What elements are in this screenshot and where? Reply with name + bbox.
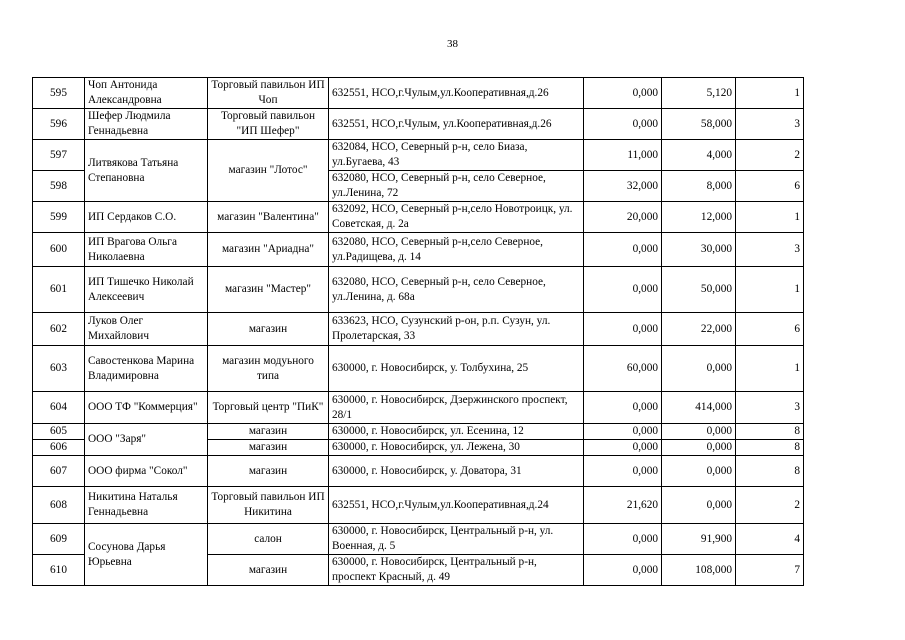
row-number: 604 bbox=[33, 392, 85, 424]
value-1: 0,000 bbox=[584, 313, 662, 346]
shop-type: магазин bbox=[208, 456, 329, 487]
shop-address: 632084, НСО, Северный р-н, село Биаза, ул.Бугаева, 43 bbox=[329, 140, 584, 171]
row-number: 596 bbox=[33, 109, 85, 140]
value-3: 1 bbox=[736, 78, 804, 109]
row-number: 605 bbox=[33, 424, 85, 440]
shop-address: 632080, НСО, Северный р-н,село Северное, ул.Радищева, д. 14 bbox=[329, 233, 584, 267]
row-number: 608 bbox=[33, 487, 85, 524]
value-2: 0,000 bbox=[662, 440, 736, 456]
value-3: 1 bbox=[736, 267, 804, 313]
row-number: 597 bbox=[33, 140, 85, 171]
table-row bbox=[33, 524, 804, 555]
value-2: 30,000 bbox=[662, 233, 736, 267]
value-2: 108,000 bbox=[662, 555, 736, 586]
value-1: 0,000 bbox=[584, 440, 662, 456]
owner-name: Никитина Наталья Геннадьевна bbox=[85, 487, 208, 524]
table-row bbox=[33, 202, 804, 233]
table-row bbox=[33, 456, 804, 487]
owner-name: Шефер Людмила Геннадьевна bbox=[85, 109, 208, 140]
shop-address: 630000, г. Новосибирск, Центральный р-н, ул. Военная, д. 5 bbox=[329, 524, 584, 555]
owner-name: ООО фирма "Сокол" bbox=[85, 456, 208, 487]
shop-type: магазин "Мастер" bbox=[208, 267, 329, 313]
value-2: 8,000 bbox=[662, 171, 736, 202]
shop-type: Торговый павильон ИП Чоп bbox=[208, 78, 329, 109]
table-row bbox=[33, 424, 804, 440]
value-3: 2 bbox=[736, 487, 804, 524]
row-number: 606 bbox=[33, 440, 85, 456]
value-3: 4 bbox=[736, 524, 804, 555]
shop-address: 630000, г. Новосибирск, у. Доватора, 31 bbox=[329, 456, 584, 487]
shop-address: 630000, г. Новосибирск, у. Толбухина, 25 bbox=[329, 346, 584, 392]
row-number: 603 bbox=[33, 346, 85, 392]
row-number: 607 bbox=[33, 456, 85, 487]
owner-name: Савостенкова Марина Владимировна bbox=[85, 346, 208, 392]
shop-address: 630000, г. Новосибирск, Центральный р-н, проспект Красный, д. 49 bbox=[329, 555, 584, 586]
owner-name: Сосунова Дарья Юрьевна bbox=[85, 524, 208, 586]
value-3: 3 bbox=[736, 233, 804, 267]
value-2: 4,000 bbox=[662, 140, 736, 171]
value-2: 58,000 bbox=[662, 109, 736, 140]
registry-table bbox=[32, 77, 804, 586]
value-2: 50,000 bbox=[662, 267, 736, 313]
table-row bbox=[33, 346, 804, 392]
shop-type: Торговый центр "ПиК" bbox=[208, 392, 329, 424]
value-3: 2 bbox=[736, 140, 804, 171]
row-number: 601 bbox=[33, 267, 85, 313]
shop-address: 630000, г. Новосибирск, Дзержинского проспект, 28/1 bbox=[329, 392, 584, 424]
value-1: 11,000 bbox=[584, 140, 662, 171]
page-number: 38 bbox=[447, 38, 458, 50]
table-row bbox=[33, 313, 804, 346]
value-2: 5,120 bbox=[662, 78, 736, 109]
shop-type: салон bbox=[208, 524, 329, 555]
owner-name: Луков Олег Михайлович bbox=[85, 313, 208, 346]
table-row bbox=[33, 267, 804, 313]
value-3: 8 bbox=[736, 440, 804, 456]
value-3: 1 bbox=[736, 346, 804, 392]
shop-address: 632080, НСО, Северный р-н, село Северное, ул.Ленина, 72 bbox=[329, 171, 584, 202]
owner-name: Литвякова Татьяна Степановна bbox=[85, 140, 208, 202]
value-1: 0,000 bbox=[584, 555, 662, 586]
value-2: 91,900 bbox=[662, 524, 736, 555]
value-3: 7 bbox=[736, 555, 804, 586]
shop-type: магазин bbox=[208, 440, 329, 456]
value-2: 414,000 bbox=[662, 392, 736, 424]
value-3: 8 bbox=[736, 424, 804, 440]
shop-type: Торговый павильон ИП Никитина bbox=[208, 487, 329, 524]
value-3: 6 bbox=[736, 313, 804, 346]
shop-type: магазин bbox=[208, 313, 329, 346]
value-1: 0,000 bbox=[584, 424, 662, 440]
value-1: 0,000 bbox=[584, 78, 662, 109]
shop-address: 633623, НСО, Сузунский р-он, р.п. Сузун, ул. Пролетарская, 33 bbox=[329, 313, 584, 346]
value-1: 60,000 bbox=[584, 346, 662, 392]
shop-type: Торговый павильон "ИП Шефер" bbox=[208, 109, 329, 140]
shop-type: магазин bbox=[208, 424, 329, 440]
value-2: 12,000 bbox=[662, 202, 736, 233]
owner-name: Чоп Антонида Александровна bbox=[85, 78, 208, 109]
owner-name: ООО ТФ "Коммерция" bbox=[85, 392, 208, 424]
shop-type: магазин "Ариадна" bbox=[208, 233, 329, 267]
row-number: 598 bbox=[33, 171, 85, 202]
shop-address: 632092, НСО, Северный р-н,село Новотроицк, ул. Советская, д. 2а bbox=[329, 202, 584, 233]
row-number: 609 bbox=[33, 524, 85, 555]
value-1: 0,000 bbox=[584, 233, 662, 267]
value-2: 22,000 bbox=[662, 313, 736, 346]
value-3: 8 bbox=[736, 456, 804, 487]
row-number: 599 bbox=[33, 202, 85, 233]
value-2: 0,000 bbox=[662, 487, 736, 524]
owner-name: ИП Тишечко Николай Алексеевич bbox=[85, 267, 208, 313]
value-1: 20,000 bbox=[584, 202, 662, 233]
shop-type: магазин "Лотос" bbox=[208, 140, 329, 202]
shop-address: 632551, НСО,г.Чулым,ул.Кооперативная,д.24 bbox=[329, 487, 584, 524]
value-1: 0,000 bbox=[584, 267, 662, 313]
owner-name: ИП Сердаков С.О. bbox=[85, 202, 208, 233]
value-1: 21,620 bbox=[584, 487, 662, 524]
value-2: 0,000 bbox=[662, 424, 736, 440]
table-row bbox=[33, 109, 804, 140]
shop-address: 632551, НСО,г.Чулым,ул.Кооперативная,д.26 bbox=[329, 78, 584, 109]
table-row bbox=[33, 140, 804, 171]
owner-name: ИП Врагова Ольга Николаевна bbox=[85, 233, 208, 267]
value-2: 0,000 bbox=[662, 346, 736, 392]
value-1: 0,000 bbox=[584, 524, 662, 555]
owner-name: ООО "Заря" bbox=[85, 424, 208, 456]
shop-type: магазин bbox=[208, 555, 329, 586]
row-number: 595 bbox=[33, 78, 85, 109]
value-1: 0,000 bbox=[584, 109, 662, 140]
shop-address: 630000, г. Новосибирск, ул. Лежена, 30 bbox=[329, 440, 584, 456]
table-row bbox=[33, 233, 804, 267]
row-number: 600 bbox=[33, 233, 85, 267]
value-3: 6 bbox=[736, 171, 804, 202]
value-3: 3 bbox=[736, 109, 804, 140]
row-number: 602 bbox=[33, 313, 85, 346]
shop-address: 632080, НСО, Северный р-н, село Северное, ул.Ленина, д. 68а bbox=[329, 267, 584, 313]
shop-type: магазин "Валентина" bbox=[208, 202, 329, 233]
value-2: 0,000 bbox=[662, 456, 736, 487]
value-1: 0,000 bbox=[584, 456, 662, 487]
value-1: 0,000 bbox=[584, 392, 662, 424]
row-number: 610 bbox=[33, 555, 85, 586]
table-row bbox=[33, 487, 804, 524]
value-3: 1 bbox=[736, 202, 804, 233]
shop-address: 630000, г. Новосибирск, ул. Есенина, 12 bbox=[329, 424, 584, 440]
table-row bbox=[33, 392, 804, 424]
value-3: 3 bbox=[736, 392, 804, 424]
table-row bbox=[33, 78, 804, 109]
shop-type: магазин модуьного типа bbox=[208, 346, 329, 392]
value-1: 32,000 bbox=[584, 171, 662, 202]
shop-address: 632551, НСО,г.Чулым, ул.Кооперативная,д.26 bbox=[329, 109, 584, 140]
